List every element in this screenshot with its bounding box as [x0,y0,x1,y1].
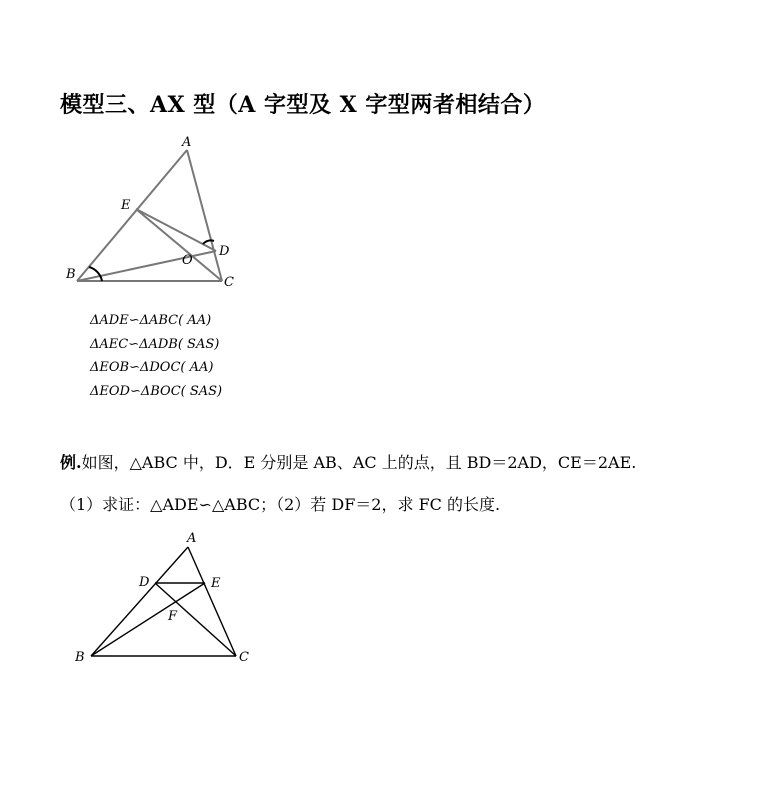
label-b: B [75,650,85,665]
relation-item: ΔEOD∽ΔBOC( SAS) [90,383,223,399]
segment-eb [91,583,205,656]
relation-item: ΔEOB∽ΔDOC( AA) [90,360,214,375]
label-d: D [219,244,230,259]
example-question: （1）求证：△ADE∽△ABC；（2）若 DF＝2，求 FC 的长度. [60,495,501,514]
example-prefix: 例. [60,453,82,472]
relation-item: ΔADE∽ΔABC( AA) [90,313,212,328]
label-c: C [224,275,234,290]
label-b: B [66,267,76,282]
segment-ab [91,547,188,656]
label-d: D [139,575,150,590]
label-e: E [211,576,221,591]
segment-ac [188,547,236,656]
label-c: C [239,650,249,665]
example-text: 如图，△ABC 中，D．E 分别是 AB、AC 上的点，且 BD＝2AD，CE＝2AE. [81,453,637,472]
figure-example [60,520,260,670]
figure-ax-model [60,130,260,295]
similarity-relations [90,309,222,403]
label-f: F [168,609,178,624]
relation-item: ΔAEC∽ΔADB( SAS) [90,336,220,352]
label-o: O [182,253,193,268]
label-a: A [187,531,197,546]
example-statement [60,450,636,473]
label-e: E [121,198,131,213]
label-a: A [182,135,192,150]
segment-ec [136,209,222,281]
section-heading: 模型三、AX 型（A 字型及 X 字型两者相结合） [60,92,546,118]
